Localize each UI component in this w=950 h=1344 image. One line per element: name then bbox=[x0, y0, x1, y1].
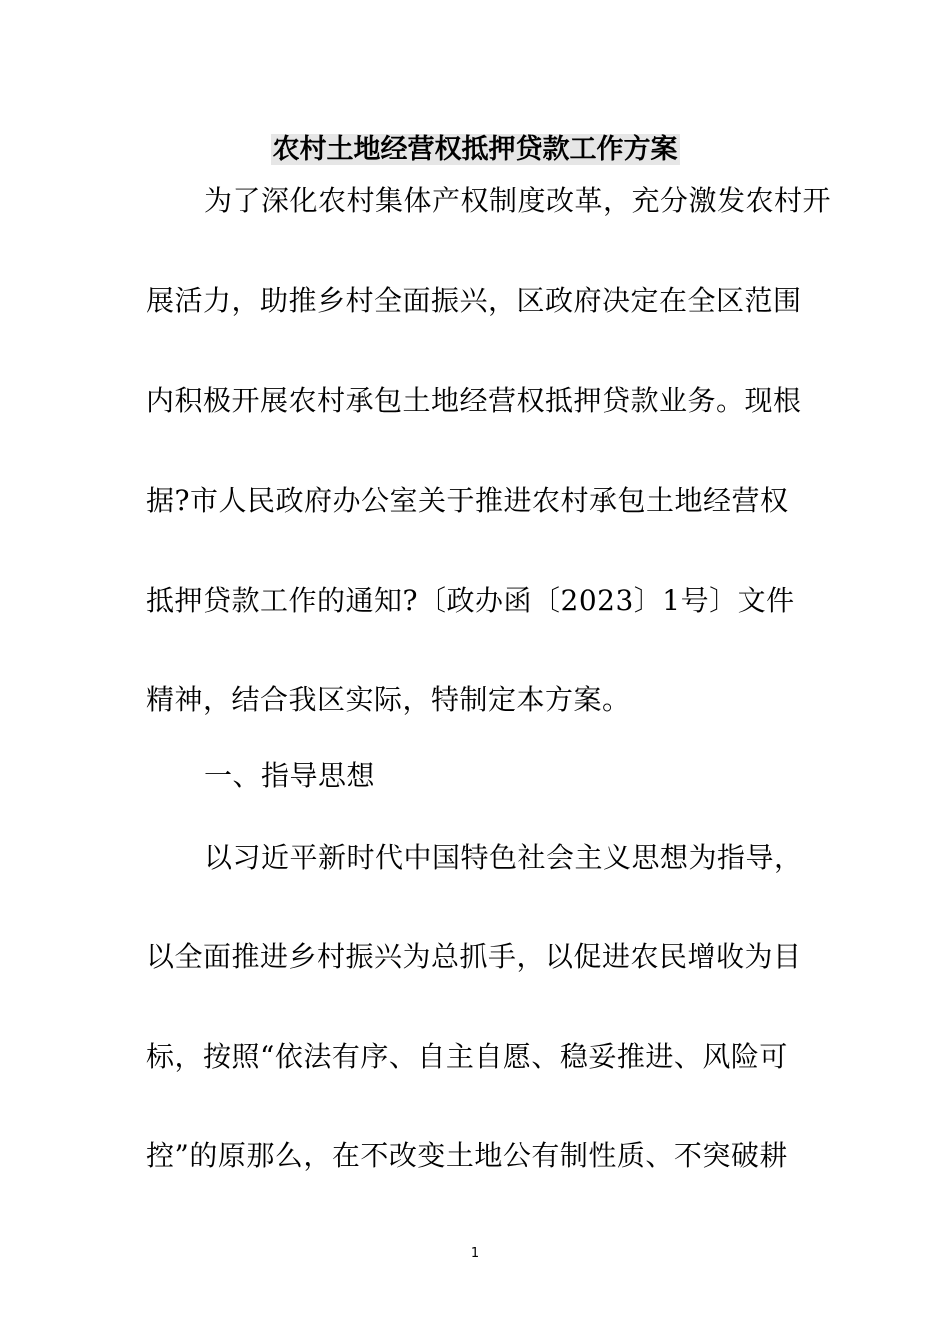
paragraph-line: 为了深化农村集体产权制度改革，充分激发农村开 bbox=[204, 184, 832, 217]
paragraph-line: 标，按照“依法有序、自主自愿、稳妥推进、风险可 bbox=[146, 1040, 788, 1073]
document-title bbox=[0, 126, 950, 174]
paragraph-line: 以习近平新时代中国特色社会主义思想为指导， bbox=[204, 841, 803, 874]
page-number: 1 bbox=[470, 1246, 480, 1261]
document-title-text: 农村土地经营权抵押贷款工作方案 bbox=[272, 134, 678, 165]
paragraph-line: 展活力，助推乡村全面振兴，区政府决定在全区范围 bbox=[146, 284, 802, 317]
paragraph-line: 据?市人民政府办公室关于推进农村承包土地经营权 bbox=[146, 484, 789, 517]
paragraph-line: 抵押贷款工作的通知?〔政办函〔2023〕1号〕文件 bbox=[146, 584, 795, 617]
paragraph-line: 以全面推进乡村振兴为总抓手，以促进农民增收为目 bbox=[146, 940, 802, 973]
paragraph-line: 控”的原那么，在不改变土地公有制性质、不突破耕 bbox=[146, 1139, 788, 1172]
section-heading: 一、指导思想 bbox=[204, 759, 376, 792]
paragraph-line: 内积极开展农村承包土地经营权抵押贷款业务。现根 bbox=[146, 384, 802, 417]
paragraph-line: 精神，结合我区实际，特制定本方案。 bbox=[146, 683, 631, 716]
